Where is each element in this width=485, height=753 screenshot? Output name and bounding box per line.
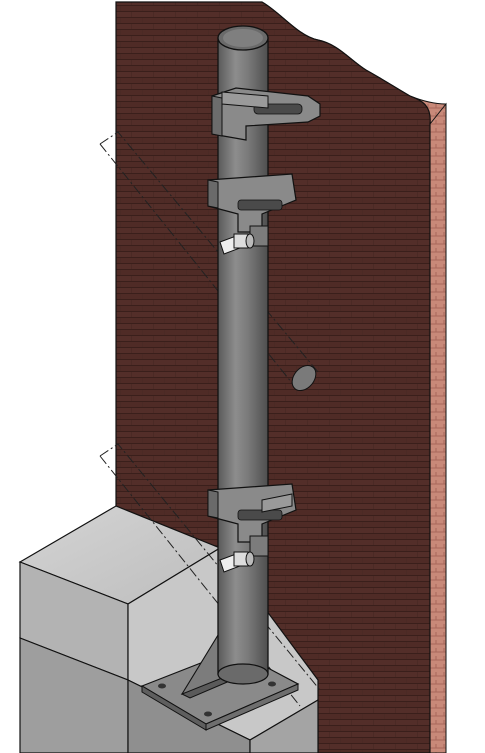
bolt-hole (204, 712, 212, 717)
brick-wall-side-edge (430, 104, 446, 753)
bolt-hole (268, 682, 276, 687)
bolt-hole (158, 684, 166, 689)
